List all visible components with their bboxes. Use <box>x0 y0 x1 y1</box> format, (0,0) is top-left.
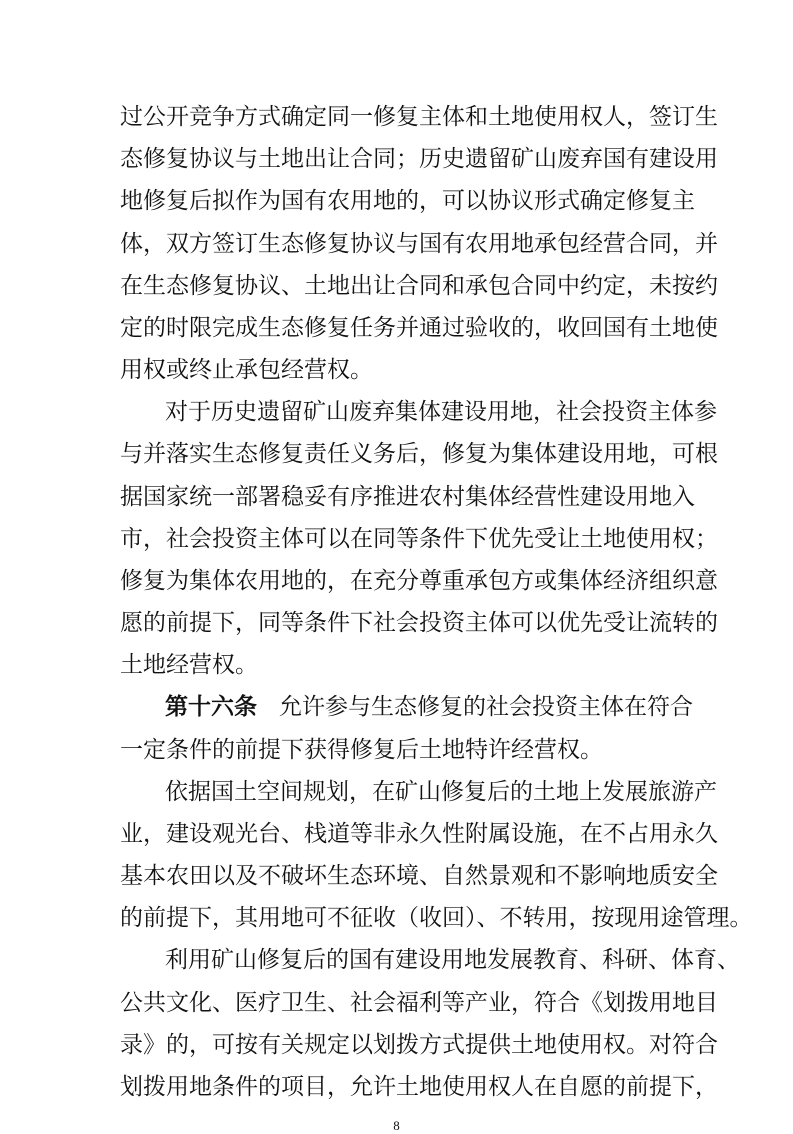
text-line: 土地经营权。 <box>120 652 258 679</box>
text-line: 依据国土空间规划，在矿山修复后的土地上发展旅游产 <box>165 778 717 805</box>
text-line: 用权或终止承包经营权。 <box>120 357 373 384</box>
text-line: 与并落实生态修复责任义务后，修复为集体建设用地，可根 <box>120 441 718 468</box>
text-line: 对于历史遗留矿山废弃集体建设用地，社会投资主体参 <box>165 399 717 426</box>
text-line: 愿的前提下，同等条件下社会投资主体可以优先受让流转的 <box>120 610 718 637</box>
text-line: 在生态修复协议、土地出让合同和承包合同中约定，未按约 <box>120 272 718 299</box>
text-line: 地修复后拟作为国有农用地的，可以协议形式确定修复主 <box>120 188 695 215</box>
text-line: 录》的，可按有关规定以划拨方式提供土地使用权。对符合 <box>120 1031 718 1058</box>
text-line: 定的时限完成生态修复任务并通过验收的，收回国有土地使 <box>120 314 718 341</box>
text-line: 业，建设观光台、栈道等非永久性附属设施，在不占用永久 <box>120 820 718 847</box>
text-line: 体，双方签订生态修复协议与国有农用地承包经营合同，并 <box>120 230 718 257</box>
text-line: 过公开竞争方式确定同一修复主体和土地使用权人，签订生 <box>120 104 718 130</box>
text-line: 的前提下，其用地可不征收（收回）、不转用，按现用途管理。 <box>120 905 753 932</box>
text-line: 公共文化、医疗卫生、社会福利等产业，符合《划拨用地目 <box>120 989 718 1016</box>
text-line: 态修复协议与土地出让合同；历史遗留矿山废弃国有建设用 <box>120 146 718 173</box>
text-line: 一定条件的前提下获得修复后土地特许经营权。 <box>120 736 603 763</box>
page-number: 8 <box>393 1118 400 1134</box>
text-line: 利用矿山修复后的国有建设用地发展教育、科研、体育、 <box>165 947 740 974</box>
text-line: 市，社会投资主体可以在同等条件下优先受让土地使用权； <box>120 525 718 552</box>
article-heading: 第十六条 <box>165 694 257 721</box>
text-line: 划拨用地条件的项目，允许土地使用权人在自愿的前提下， <box>120 1074 718 1100</box>
text-line: 基本农田以及不破坏生态环境、自然景观和不影响地质安全 <box>120 863 718 890</box>
article-line <box>165 692 693 722</box>
text-line: 据国家统一部署稳妥有序推进农村集体经营性建设用地入 <box>120 483 695 510</box>
text-line: 修复为集体农用地的，在充分尊重承包方或集体经济组织意 <box>120 567 718 594</box>
article-text: 允许参与生态修复的社会投资主体在符合 <box>279 694 693 721</box>
